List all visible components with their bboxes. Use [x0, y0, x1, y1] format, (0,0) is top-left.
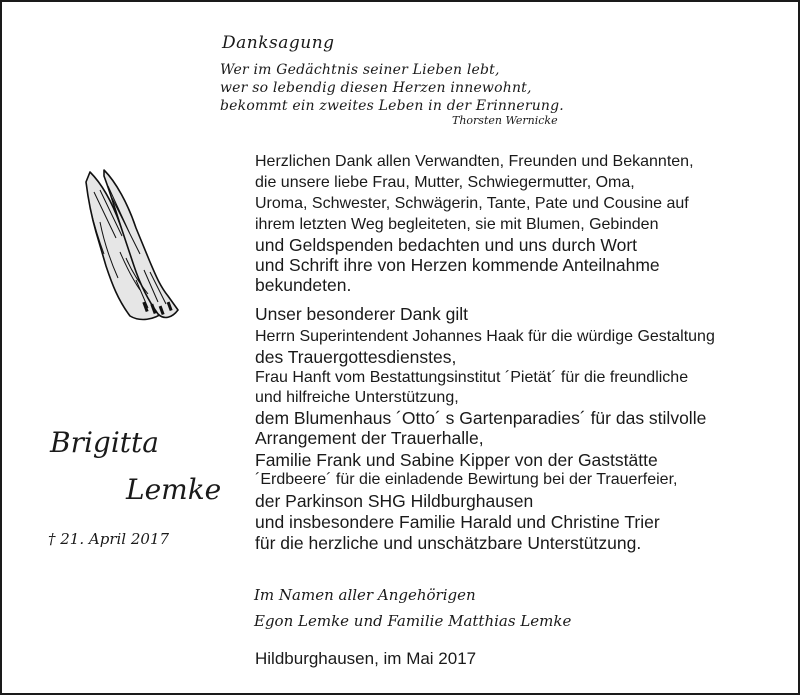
thanks-line: Unser besonderer Dank gilt	[255, 304, 469, 324]
body-line: bekundeten.	[255, 275, 352, 295]
body-line: Herzlichen Dank allen Verwandten, Freunden und Bekannten,	[255, 153, 694, 170]
heading: Danksagung	[222, 33, 335, 53]
thanks-line: Frau Hanft vom Bestattungsinstitut ´Pietät´ für die freundliche	[255, 369, 689, 386]
praying-hands-icon	[60, 162, 200, 332]
body-line: ihrem letzten Weg begleiteten, sie mit Blumen, Gebinden	[255, 216, 659, 233]
thanks-line: des Trauergottesdienstes,	[255, 347, 457, 367]
thanks-line: und insbesondere Familie Harald und Christine Trier	[255, 512, 660, 532]
quote-author: Thorsten Wernicke	[452, 114, 558, 127]
body-line: und Geldspenden bedachten und uns durch Wort	[255, 235, 638, 255]
thanks-line: ´Erdbeere´ für die einladende Bewirtung bei der Trauerfeier,	[255, 471, 678, 488]
signature-line: Egon Lemke und Familie Matthias Lemke	[254, 612, 572, 630]
thanks-line: der Parkinson SHG Hildburghausen	[255, 491, 534, 511]
body-line: und Schrift ihre von Herzen kommende Anteilnahme	[255, 255, 660, 275]
thanks-line: Familie Frank und Sabine Kipper von der Gaststätte	[255, 450, 658, 470]
quote-line: wer so lebendig diesen Herzen innewohnt,	[220, 80, 532, 96]
death-date: † 21. April 2017	[48, 530, 170, 548]
body-line: Uroma, Schwester, Schwägerin, Tante, Pate und Cousine auf	[255, 195, 689, 212]
thanks-line: dem Blumenhaus ´Otto´ s Gartenparadies´ für das stilvolle	[255, 408, 707, 428]
signature-line: Im Namen aller Angehörigen	[254, 586, 476, 604]
quote-line: bekommt ein zweites Leben in der Erinnerung.	[220, 98, 564, 114]
body-line: die unsere liebe Frau, Mutter, Schwiegermutter, Oma,	[255, 174, 635, 191]
thanks-line: Arrangement der Trauerhalle,	[255, 428, 484, 448]
thanks-line: und hilfreiche Unterstützung,	[255, 389, 459, 406]
quote-line: Wer im Gedächtnis seiner Lieben lebt,	[220, 62, 500, 78]
deceased-first-name: Brigitta	[50, 426, 159, 459]
deceased-last-name: Lemke	[126, 473, 222, 506]
thanks-line: Herrn Superintendent Johannes Haak für die würdige Gestaltung	[255, 328, 715, 345]
thanks-line: für die herzliche und unschätzbare Unterstützung.	[255, 533, 642, 553]
place-date: Hildburghausen, im Mai 2017	[255, 649, 477, 668]
